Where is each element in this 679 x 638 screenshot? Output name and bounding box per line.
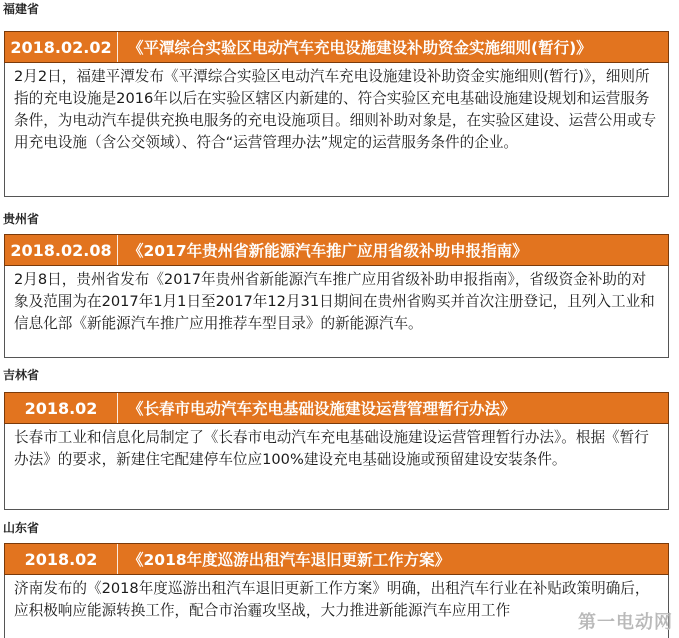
header-divider — [117, 32, 118, 62]
policy-header-bar — [4, 543, 669, 575]
site-watermark: 第一电动网 — [578, 612, 673, 633]
header-divider — [117, 235, 118, 265]
policy-title: 《平潭综合实验区电动汽车充电设施建设补助资金实施细则(暂行)》 — [128, 39, 592, 57]
header-divider — [117, 393, 118, 423]
province-label: 山东省 — [3, 521, 40, 535]
policy-body-box — [4, 266, 669, 358]
policy-body-text: 济南发布的《2018年度巡游出租汽车退旧更新工作方案》明确，出租汽车行业在补贴政策明确后，应积极响应能源转换工作，配合市治霾攻坚战，大力推进新能源汽车应用工作 — [14, 580, 650, 619]
province-label: 贵州省 — [3, 212, 40, 226]
policy-title: 《长春市电动汽车充电基础设施建设运营管理暂行办法》 — [128, 400, 516, 418]
policy-header-bar — [4, 31, 669, 63]
policy-body-text: 2月8日，贵州省发布《2017年贵州省新能源汽车推广应用省级补助申报指南》，省级资金补助的对象及范围为在2017年1月1日至2017年12月31日期间在贵州省购买并首次注册登记，且列入工业和信息化部《新能源汽车推广应用推荐车型目录》的新能源汽车。 — [14, 271, 655, 332]
policy-date: 2018.02.02 — [10, 37, 112, 57]
policy-date: 2018.02 — [24, 398, 98, 418]
policy-date: 2018.02 — [24, 549, 98, 569]
policy-body-box — [4, 424, 669, 510]
policy-header-bar — [4, 392, 669, 424]
policy-title: 《2018年度巡游出租汽车退旧更新工作方案》 — [128, 551, 451, 569]
policy-body-box — [4, 575, 669, 638]
policy-title: 《2017年贵州省新能源汽车推广应用省级补助申报指南》 — [128, 242, 528, 260]
policy-date: 2018.02.08 — [10, 240, 112, 260]
policy-body-text: 2月2日，福建平潭发布《平潭综合实验区电动汽车充电设施建设补助资金实施细则(暂行)》，细则所指的充电设施是2016年以后在实验区辖区内新建的、符合实验区充电基础设施建设规划和运营服务条件，为电动汽车提供充换电服务的充电设施项目。细则补助对象是，在实验区建设、运营公用或专用充电设施（含公交领域）、符合“运营管理办法”规定的运营服务条件的企业。 — [14, 68, 657, 151]
province-label: 福建省 — [3, 2, 40, 16]
policy-body-text: 长春市工业和信息化局制定了《长春市电动汽车充电基础设施建设运营管理暂行办法》。根据《暂行办法》的要求，新建住宅配建停车位应100%建设充电基础设施或预留建设安装条件。 — [14, 429, 649, 468]
policy-body-box — [4, 63, 669, 197]
province-label: 吉林省 — [3, 368, 40, 382]
policy-header-bar — [4, 234, 669, 266]
header-divider — [117, 544, 118, 574]
